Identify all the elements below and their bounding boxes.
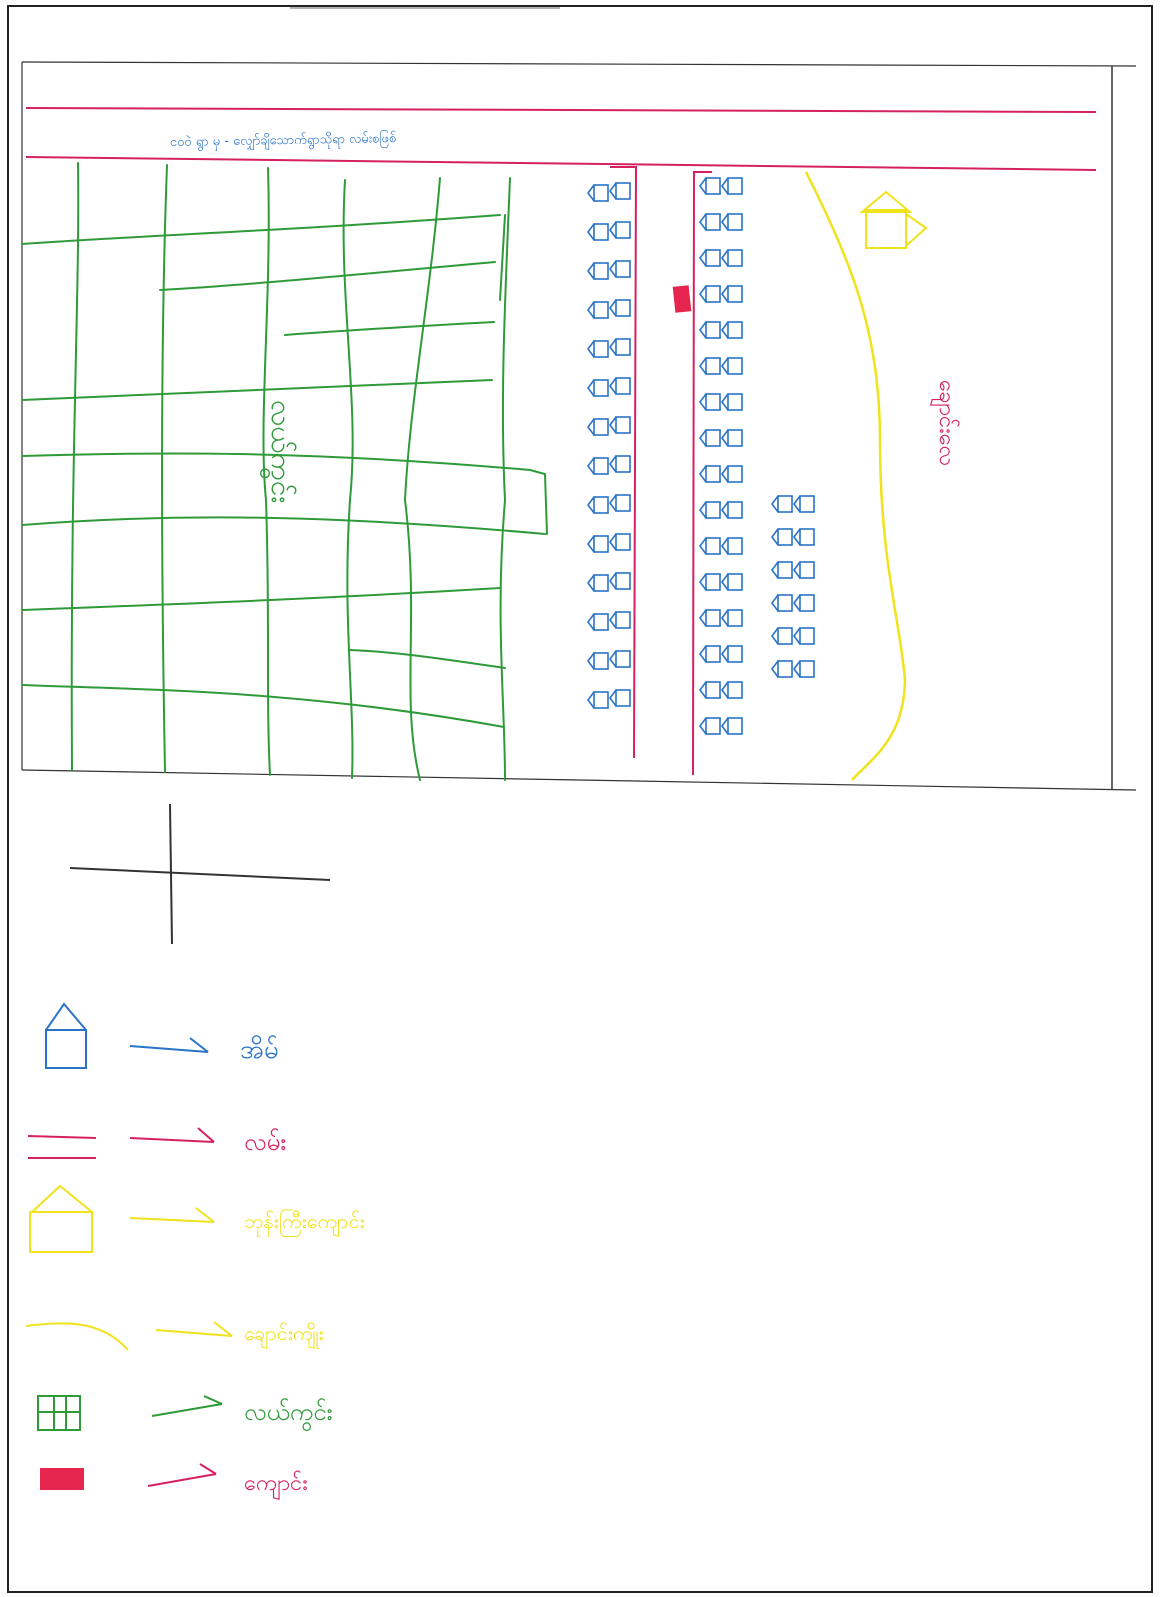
- legend-label-monastery: ဘုန်းကြီးကျောင်း: [244, 1209, 365, 1233]
- legend-row-school: [40, 1464, 308, 1500]
- house-icon: [700, 358, 720, 374]
- house-icon: [722, 430, 742, 446]
- house-icon: [700, 286, 720, 302]
- house-icon: [700, 538, 720, 554]
- house-icon: [700, 682, 720, 698]
- house-icon: [700, 250, 720, 266]
- legend-row-field: [38, 1396, 333, 1432]
- house-icon: [772, 595, 792, 611]
- house-icon: [722, 214, 742, 230]
- house-icon: [700, 466, 720, 482]
- page-frame: [8, 6, 1152, 1592]
- house-row-left: [588, 183, 630, 708]
- house-row-right: [700, 178, 742, 734]
- stream-path: [806, 172, 905, 780]
- house-icon: [794, 595, 814, 611]
- house-icon: [610, 339, 630, 355]
- house-icon: [610, 222, 630, 238]
- legend-label-house: အိမ်: [240, 1035, 279, 1065]
- school-icon: [40, 1468, 84, 1490]
- house-icon: [700, 322, 720, 338]
- title-road-line: [26, 157, 1096, 170]
- house-icon: [722, 358, 742, 374]
- house-icon: [610, 612, 630, 628]
- house-icon: [610, 417, 630, 433]
- house-icon: [772, 628, 792, 644]
- house-icon: [722, 250, 742, 266]
- house-icon: [772, 661, 792, 677]
- house-icon: [610, 183, 630, 199]
- house-icon: [46, 1004, 86, 1068]
- house-icon: [772, 529, 792, 545]
- legend-row-stream: [26, 1321, 324, 1350]
- house-icon: [588, 497, 608, 513]
- house-icon: [794, 529, 814, 545]
- house-icon: [722, 574, 742, 590]
- house-icon: [722, 394, 742, 410]
- school-marker: [673, 285, 692, 313]
- road-left: [610, 167, 636, 758]
- road-icon: [28, 1136, 96, 1158]
- map-panel: [22, 62, 1136, 790]
- house-icon: [588, 653, 608, 669]
- legend: [26, 1004, 365, 1500]
- house-icon: [588, 302, 608, 318]
- house-icon: [610, 300, 630, 316]
- house-icon: [700, 574, 720, 590]
- map-title: ငဝဝဲ ရွာ မှ - လျှော်ချိသောက်ရွာသိုရာ လမ်းစဖြစ်: [169, 131, 397, 150]
- house-icon: [794, 661, 814, 677]
- house-icon: [588, 458, 608, 474]
- legend-row-monastery: [30, 1186, 365, 1252]
- house-icon: [700, 646, 720, 662]
- house-icon: [722, 718, 742, 734]
- house-icon: [610, 261, 630, 277]
- house-icon: [700, 394, 720, 410]
- house-icon: [722, 286, 742, 302]
- house-icon: [700, 718, 720, 734]
- house-icon: [722, 466, 742, 482]
- legend-row-road: [28, 1127, 286, 1158]
- house-icon: [588, 185, 608, 201]
- stream-icon: [26, 1323, 128, 1350]
- house-icon: [722, 538, 742, 554]
- house-icon: [588, 263, 608, 279]
- house-icon: [722, 610, 742, 626]
- top-road: [26, 108, 1096, 112]
- house-icon: [794, 628, 814, 644]
- house-icon: [610, 651, 630, 667]
- house-icon: [610, 495, 630, 511]
- house-icon: [588, 419, 608, 435]
- legend-row-house: [46, 1004, 279, 1068]
- house-icon: [588, 575, 608, 591]
- house-icon: [588, 224, 608, 240]
- monastery-icon: [30, 1186, 92, 1252]
- monastery-marker: [862, 192, 926, 248]
- house-icon: [700, 178, 720, 194]
- legend-label-road: လမ်း: [244, 1128, 287, 1156]
- legend-label-school: ကျောင်း: [244, 1471, 308, 1496]
- house-icon: [588, 380, 608, 396]
- house-icon: [722, 646, 742, 662]
- house-icon: [722, 502, 742, 518]
- field-label: လယ်ကွင်း: [265, 400, 298, 504]
- house-icon: [722, 682, 742, 698]
- field-icon: [38, 1396, 80, 1430]
- house-icon: [794, 496, 814, 512]
- house-icon: [588, 614, 608, 630]
- house-icon: [772, 496, 792, 512]
- house-icon: [794, 562, 814, 578]
- house-icon: [610, 690, 630, 706]
- house-icon: [722, 178, 742, 194]
- house-icon: [700, 610, 720, 626]
- house-icon: [700, 430, 720, 446]
- compass-cross: [70, 804, 330, 944]
- house-icon: [700, 214, 720, 230]
- house-icon: [700, 502, 720, 518]
- house-icon: [610, 534, 630, 550]
- house-icon: [610, 573, 630, 589]
- house-icon: [588, 341, 608, 357]
- house-icon: [610, 378, 630, 394]
- house-icon: [610, 456, 630, 472]
- legend-label-field: လယ်ကွင်း: [244, 1398, 333, 1426]
- house-row-center: [772, 496, 814, 677]
- house-icon: [588, 692, 608, 708]
- legend-label-stream: ချောင်းကျိုး: [244, 1321, 324, 1345]
- river-label: ချောင်းလေ: [934, 380, 959, 467]
- house-icon: [722, 322, 742, 338]
- house-icon: [772, 562, 792, 578]
- house-icon: [588, 536, 608, 552]
